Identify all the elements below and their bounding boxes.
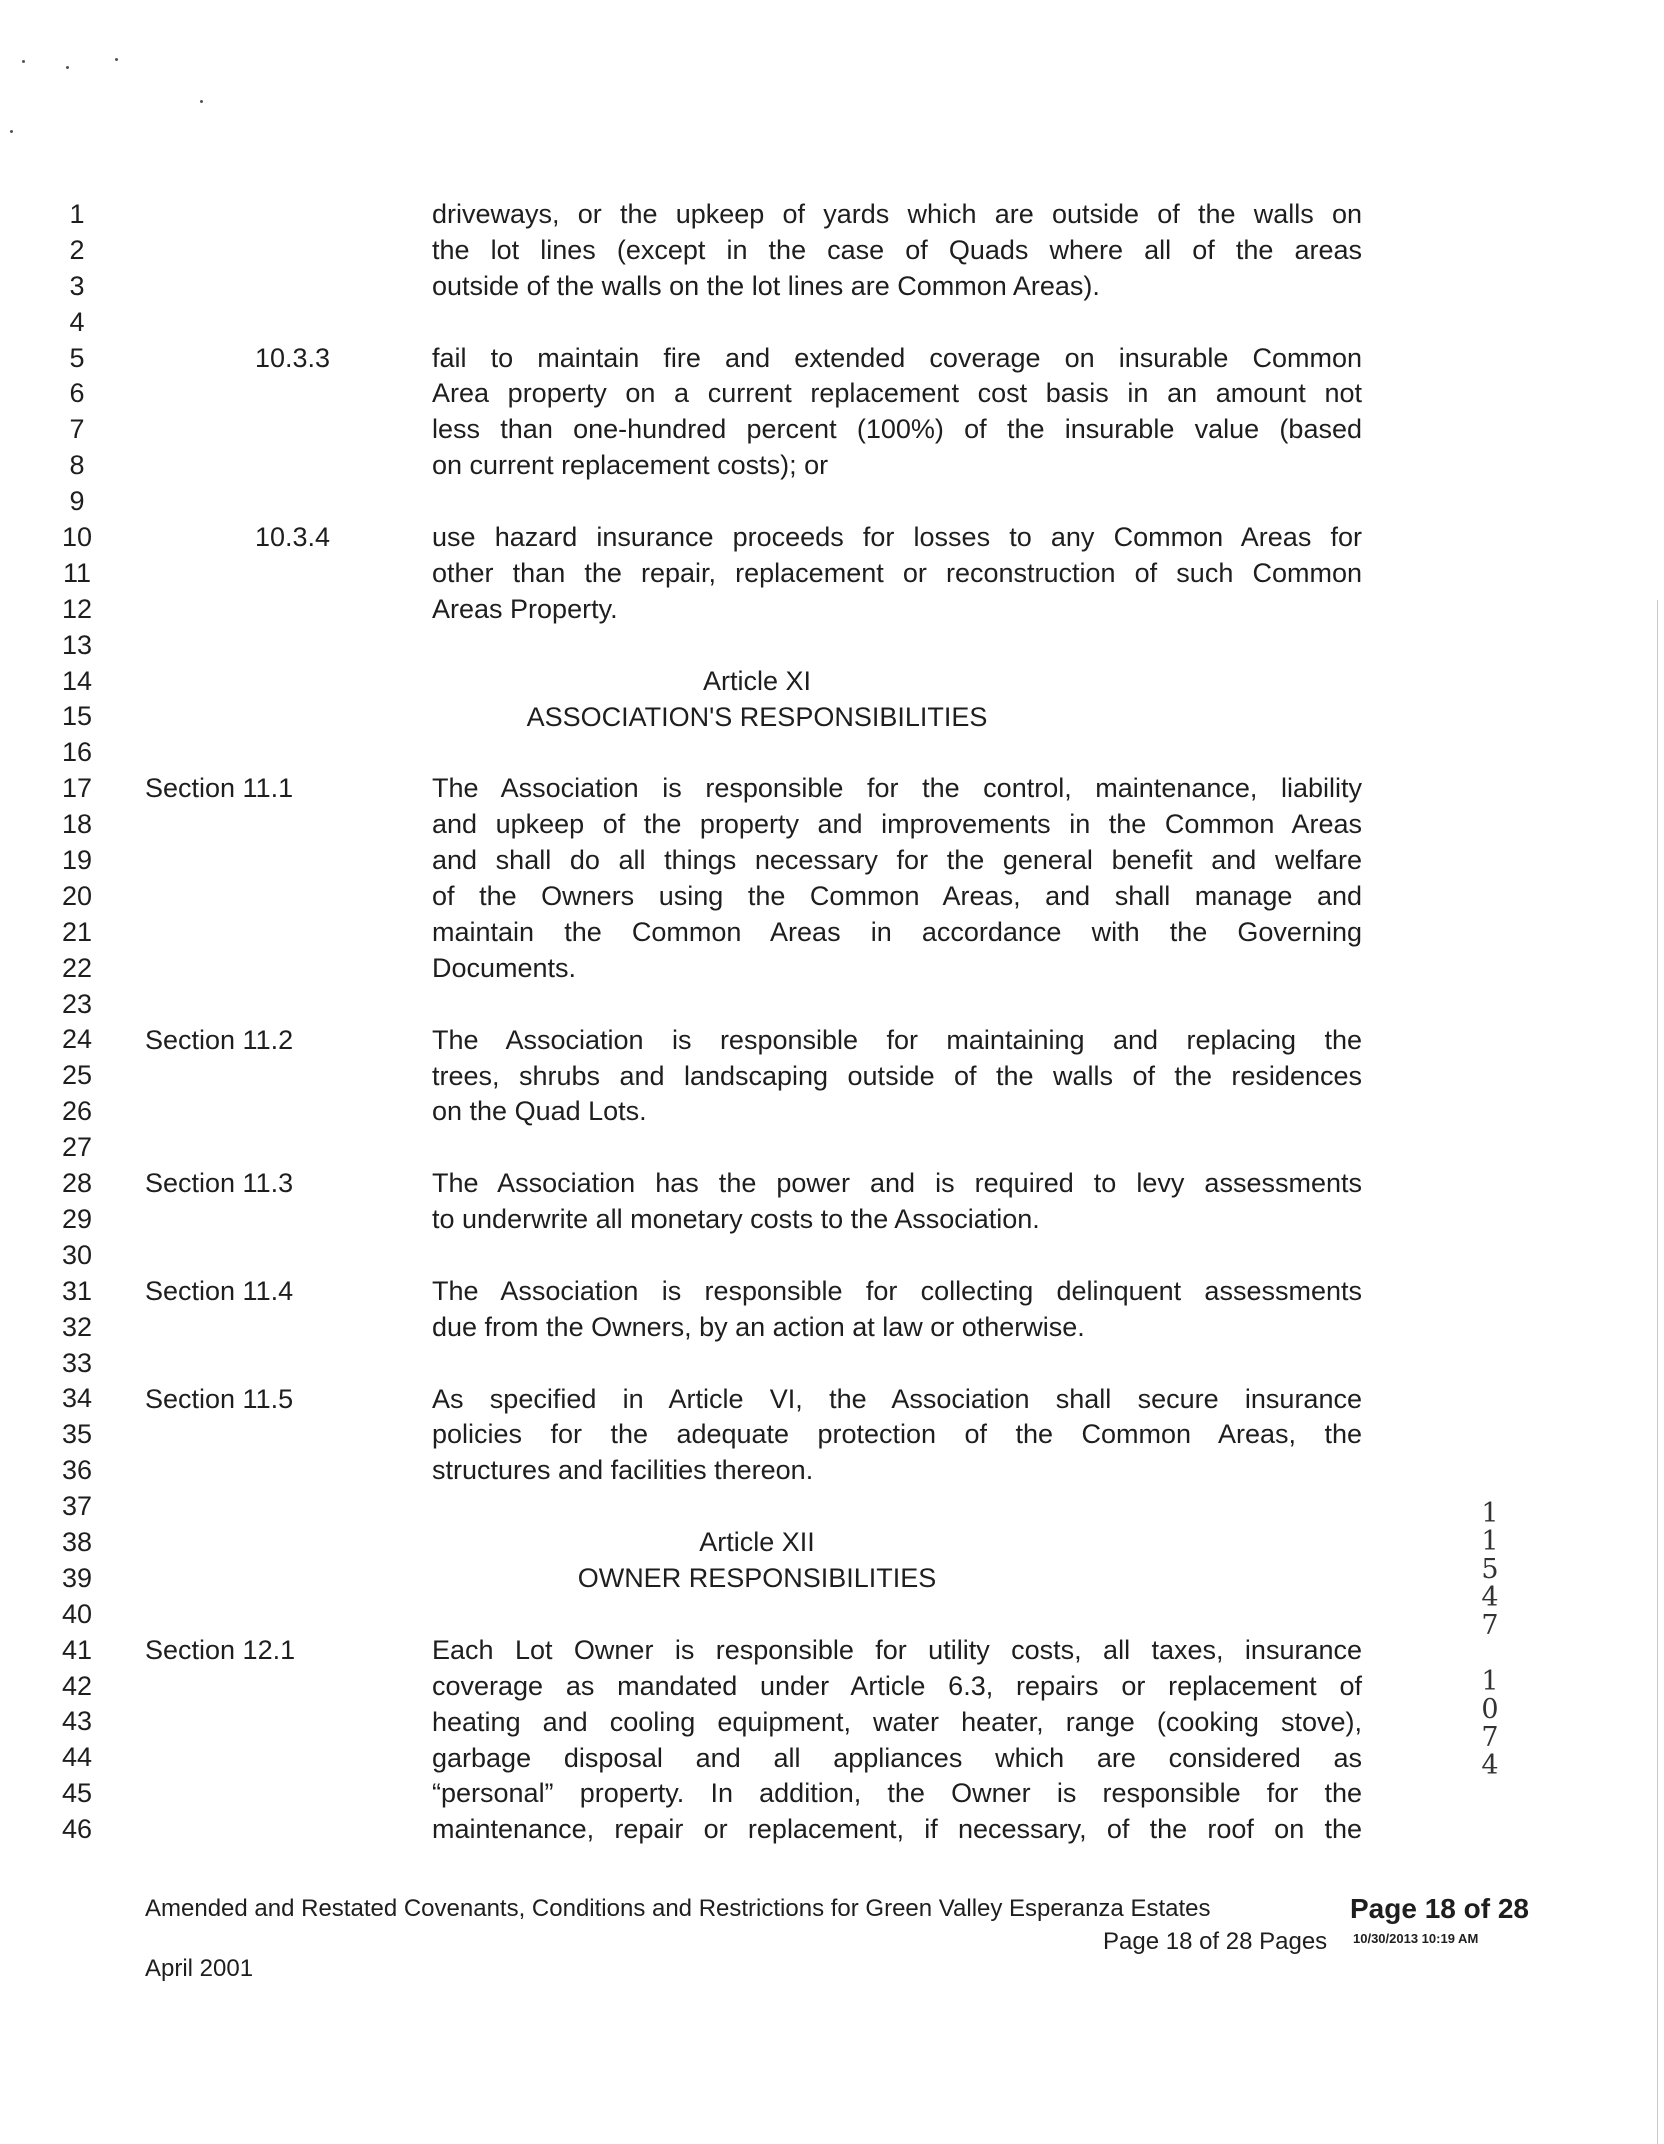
line-number: 14 (61, 665, 93, 696)
footer-page-number: Page 18 of 28 (1350, 1893, 1529, 1924)
section-label: Section 11.3 (145, 1168, 294, 1199)
line-number: 28 (61, 1168, 93, 1199)
line-number: 6 (69, 378, 85, 409)
line-number: 19 (61, 845, 93, 876)
item-10-3-4-text: use hazard insurance proceeds for losses to any Common Areas for other than the repair, replacement or reconstruction of such Common Areas Property. (432, 522, 1362, 624)
scan-speck (200, 100, 203, 103)
stamp-digit: 7 (1481, 1722, 1499, 1753)
footer-recorded-pages: Page 18 of 28 Pages (1103, 1928, 1328, 1955)
line-number: 1 (69, 199, 85, 229)
footer-date: April 2001 (145, 1955, 254, 1982)
stamp-digit: 1 (1481, 1666, 1499, 1697)
section-label: Section 12.1 (145, 1634, 296, 1665)
stamp-digit: 1 (1481, 1498, 1499, 1529)
section-11-2-text: The Association is responsible for maintaining and replacing the trees, shrubs and landscaping outside of the walls of the residences on the Quad Lots. (432, 1024, 1362, 1127)
line-number: 2 (69, 234, 85, 265)
section-11-1-text: The Association is responsible for the control, maintenance, liability and upkeep of the property and improvements in the Common Areas and shall do all things necessary for the general benefit and welfare of the Owners using the Common Areas, and shall manage and maintain the Common Areas in accordance with the Governing Documents. (432, 773, 1362, 983)
line-number: 45 (61, 1778, 93, 1809)
item-label: 10.3.4 (255, 522, 331, 553)
scan-speck (10, 130, 13, 133)
line-number: 18 (61, 809, 93, 840)
section-11-4-text: The Association is responsible for collecting delinquent assessments due from the Owners, by an action at law or otherwise. (432, 1275, 1362, 1342)
line-number: 46 (61, 1814, 93, 1845)
stamp-digit: 4 (1481, 1582, 1499, 1613)
stamp-digit: 0 (1481, 1694, 1499, 1725)
line-number: 43 (61, 1706, 93, 1737)
line-number: 25 (61, 1060, 93, 1091)
article-title: ASSOCIATION'S RESPONSIBILITIES (526, 701, 988, 732)
section-label: Section 11.4 (145, 1275, 294, 1306)
line-number: 7 (69, 414, 85, 445)
scan-speck (22, 60, 25, 63)
section-11-3-text: The Association has the power and is required to levy assessments to underwrite all monetary costs to the Association. (432, 1168, 1362, 1235)
line-number: 15 (61, 701, 93, 732)
line-number: 34 (61, 1383, 93, 1414)
line-number: 27 (61, 1132, 93, 1163)
section-12-1-text: Each Lot Owner is responsible for utility costs, all taxes, insurance coverage as mandated under Article 6.3, repairs or replacement of heating and cooling equipment, water heater, range (cooking stove), garbage disposal and all appliances which are considered as “personal” property. In addition, the Owner is responsible for the maintenance, repair or replacement, if necessary, of the roof on the (432, 1634, 1362, 1845)
line-number: 29 (61, 1203, 93, 1234)
line-number: 26 (61, 1096, 93, 1127)
line-number: 38 (61, 1526, 93, 1557)
line-number: 22 (61, 952, 93, 983)
line-number: 33 (61, 1347, 93, 1378)
article-number: Article XI (702, 665, 812, 696)
line-number: 30 (61, 1239, 93, 1270)
document-body (0, 197, 1664, 1848)
section-11-5-text: As specified in Article VI, the Association shall secure insurance policies for the adequate protection of the Common Areas, the structures and facilities thereon. (432, 1383, 1362, 1486)
line-number: 23 (61, 988, 93, 1019)
recording-number-stamp (1472, 1500, 1508, 1780)
line-number: 24 (61, 1024, 93, 1055)
item-label: 10.3.3 (255, 342, 331, 373)
line-number: 10 (61, 522, 93, 553)
scan-speck (115, 58, 118, 61)
article-title: OWNER RESPONSIBILITIES (577, 1563, 937, 1594)
line-number: 40 (61, 1598, 93, 1629)
line-number: 5 (69, 342, 85, 373)
line-number: 16 (61, 737, 93, 768)
line-number: 32 (61, 1311, 93, 1342)
paragraph-continuation: driveways, or the upkeep of yards which are outside of the walls on the lot lines (except in the case of Quads where all of the areas outside of the walls on the lot lines are Common Areas). (432, 199, 1362, 301)
stamp-digit (1472, 1640, 1508, 1668)
line-number: 20 (61, 880, 93, 911)
stamp-digit: 1 (1481, 1526, 1499, 1557)
scan-speck (66, 66, 69, 69)
line-number: 41 (61, 1634, 93, 1665)
line-number: 12 (61, 593, 93, 624)
stamp-digit: 4 (1481, 1750, 1499, 1781)
line-number: 39 (61, 1562, 93, 1593)
line-number: 21 (61, 916, 93, 947)
line-number: 37 (61, 1491, 93, 1522)
line-number: 4 (69, 306, 85, 337)
line-number: 3 (69, 270, 85, 301)
line-number: 9 (69, 486, 85, 517)
line-number: 17 (61, 773, 93, 804)
stamp-digit: 5 (1481, 1554, 1499, 1585)
section-label: Section 11.2 (145, 1024, 294, 1055)
line-number: 11 (62, 557, 92, 588)
line-number: 31 (61, 1275, 93, 1306)
line-number: 8 (69, 450, 85, 481)
article-number: Article XII (699, 1527, 815, 1558)
line-number: 35 (61, 1419, 93, 1450)
footer-document-title: Amended and Restated Covenants, Conditions and Restrictions for Green Valley Esperanza Estates (145, 1895, 1211, 1922)
footer-recorded-timestamp: 10/30/2013 10:19 AM (1353, 1931, 1479, 1946)
section-label: Section 11.1 (145, 773, 294, 804)
section-label: Section 11.5 (145, 1383, 294, 1414)
stamp-digit: 7 (1481, 1610, 1499, 1641)
line-number: 13 (61, 629, 93, 660)
line-number: 42 (61, 1670, 93, 1701)
line-number: 44 (61, 1742, 93, 1773)
line-number: 36 (61, 1455, 93, 1486)
item-10-3-3-text: fail to maintain fire and extended coverage on insurable Common Area property on a current replacement cost basis in an amount not less than one-hundred percent (100%) of the insurable value (based on current replacement costs); or (432, 342, 1362, 481)
